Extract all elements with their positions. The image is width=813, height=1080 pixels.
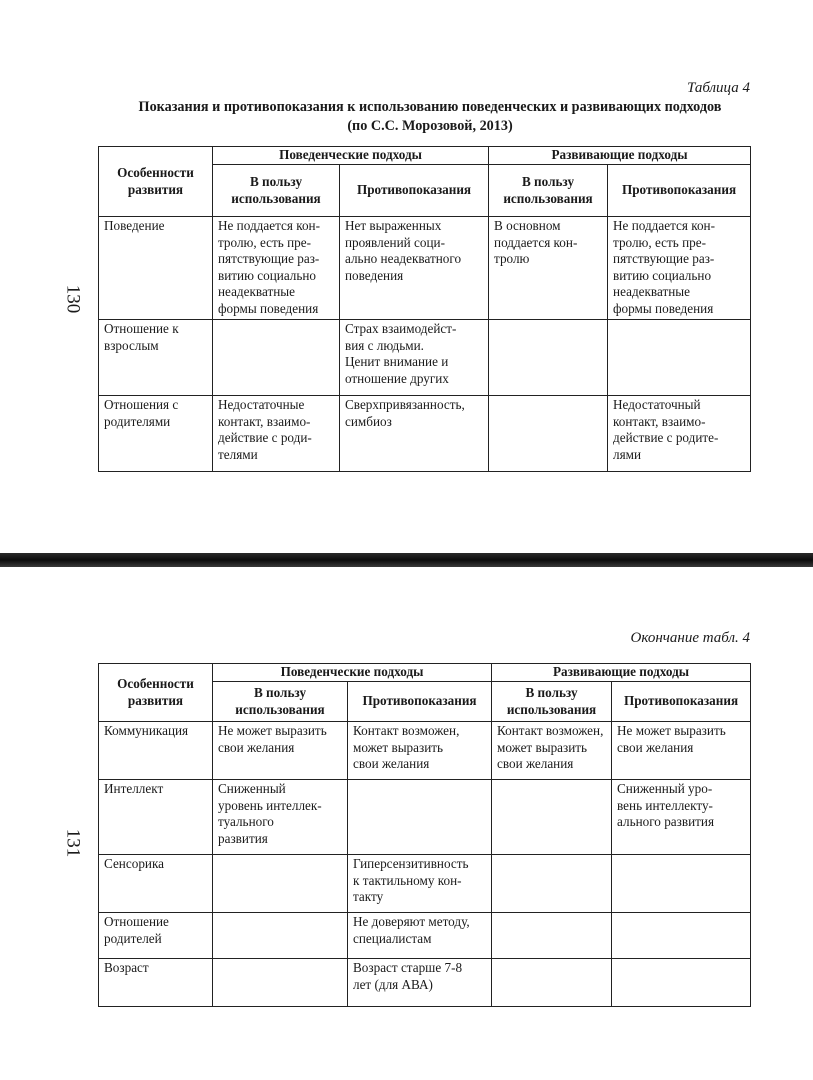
row-feature: Коммуникация (99, 722, 213, 780)
cell-beh-against: Сверхпривязанность, симбиоз (340, 396, 489, 472)
page-131 (0, 567, 813, 1080)
row-feature: Сенсорика (99, 855, 213, 913)
book-gutter (0, 553, 813, 567)
cell-dev-against (612, 855, 751, 913)
table-label: Окончание табл. 4 (630, 630, 750, 646)
table-row (99, 855, 751, 913)
page-number: 131 (62, 828, 84, 858)
cell-beh-against: Гиперсензитивность к тактильному кон- такту (348, 855, 492, 913)
cell-beh-for: Не может выразить свои желания (213, 722, 348, 780)
cell-dev-for (492, 913, 612, 959)
table-row (99, 780, 751, 855)
row-feature: Отношение родителей (99, 913, 213, 959)
header-dev-against: Противопоказания (608, 165, 751, 217)
cell-dev-against (608, 320, 751, 396)
table-header-row (99, 664, 751, 682)
header-beh-against: Противопоказания (348, 682, 492, 722)
header-behavioral: Поведенческие подходы (213, 664, 492, 682)
table-row (99, 320, 751, 396)
page-number: 130 (62, 284, 84, 314)
header-developmental: Развивающие подходы (489, 147, 751, 165)
table-title-line1: Показания и противопоказания к использованию поведенческих и развивающих подходов (138, 99, 722, 115)
header-beh-for: В пользу использования (213, 165, 340, 217)
cell-dev-for: Контакт возможен, может выразить свои желания (492, 722, 612, 780)
header-beh-against: Противопоказания (340, 165, 489, 217)
cell-dev-for (492, 855, 612, 913)
header-beh-for: В пользу использования (213, 682, 348, 722)
cell-beh-for (213, 320, 340, 396)
cell-beh-for: Сниженный уровень интеллек- туального развития (213, 780, 348, 855)
header-feature: Особенности развития (99, 147, 213, 217)
cell-dev-against (612, 959, 751, 1007)
cell-beh-against: Страх взаимодейст- вия с людьми. Ценит внимание и отношение других (340, 320, 489, 396)
cell-beh-against: Нет выраженных проявлений соци- ально неадекватного поведения (340, 217, 489, 320)
table-header-row (99, 147, 751, 165)
cell-beh-against: Возраст старше 7-8 лет (для АВА) (348, 959, 492, 1007)
cell-beh-for (213, 855, 348, 913)
cell-dev-against: Не может выразить свои желания (612, 722, 751, 780)
table-title (80, 98, 780, 136)
row-feature: Отношение к взрослым (99, 320, 213, 396)
cell-beh-for: Не поддается кон- тролю, есть пре- пятствующие раз- витию социально неадекватные формы поведения (213, 217, 340, 320)
cell-beh-against: Не доверяют методу, специалистам (348, 913, 492, 959)
cell-beh-for: Недостаточные контакт, взаимо- действие с роди- телями (213, 396, 340, 472)
cell-beh-for (213, 959, 348, 1007)
cell-dev-against (612, 913, 751, 959)
table-row (99, 396, 751, 472)
cell-beh-for (213, 913, 348, 959)
cell-dev-against: Сниженный уро- вень интеллекту- ального развития (612, 780, 751, 855)
header-dev-for: В пользу использования (489, 165, 608, 217)
table-row (99, 217, 751, 320)
header-dev-for: В пользу использования (492, 682, 612, 722)
cell-dev-for: В основном поддается кон- тролю (489, 217, 608, 320)
table-label: Таблица 4 (687, 80, 750, 96)
indications-table-continued (98, 663, 751, 1007)
table-title-line2: (по С.С. Морозовой, 2013) (347, 118, 513, 134)
cell-dev-for (489, 396, 608, 472)
indications-table (98, 146, 751, 472)
row-feature: Отношения с родителями (99, 396, 213, 472)
header-feature: Особенности развития (99, 664, 213, 722)
cell-dev-against: Недостаточный контакт, взаимо- действие с родите- лями (608, 396, 751, 472)
header-behavioral: Поведенческие подходы (213, 147, 489, 165)
table-row (99, 913, 751, 959)
cell-dev-against: Не поддается кон- тролю, есть пре- пятствующие раз- витию социально неадекватные формы поведения (608, 217, 751, 320)
cell-dev-for (489, 320, 608, 396)
header-dev-against: Противопоказания (612, 682, 751, 722)
row-feature: Интеллект (99, 780, 213, 855)
cell-beh-against: Контакт возможен, может выразить свои желания (348, 722, 492, 780)
cell-dev-for (492, 959, 612, 1007)
cell-dev-for (492, 780, 612, 855)
table-row (99, 959, 751, 1007)
header-developmental: Развивающие подходы (492, 664, 751, 682)
row-feature: Поведение (99, 217, 213, 320)
table-row (99, 722, 751, 780)
cell-beh-against (348, 780, 492, 855)
row-feature: Возраст (99, 959, 213, 1007)
